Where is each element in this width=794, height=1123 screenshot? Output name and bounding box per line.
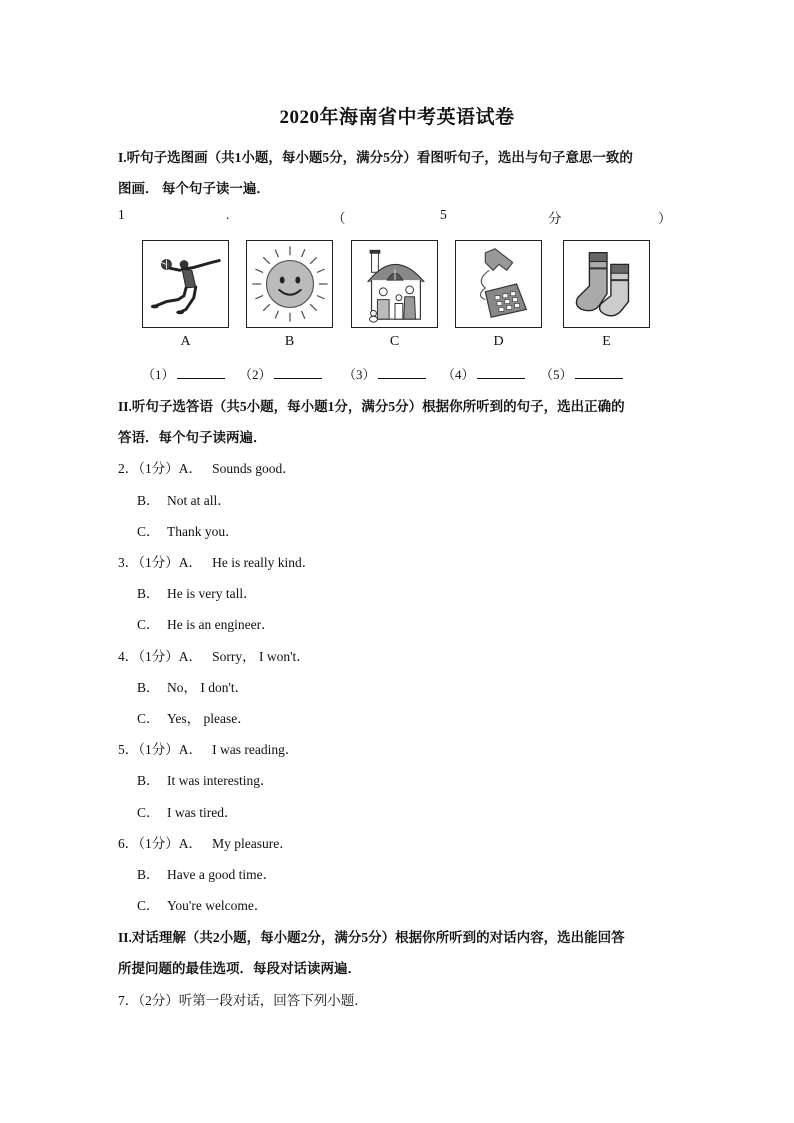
question-6-stem: 6．（1分）A． [118,836,202,851]
answer-blank-1[interactable] [142,364,225,383]
question-5-option-b[interactable] [137,769,273,789]
section3-instruction-line2: 所提问题的最佳选项．每段对话读两遍． [118,961,361,976]
question-4-option-c-text: Yes， please． [167,711,251,726]
question-4-option-b[interactable] [137,676,248,696]
question-4-option-a[interactable] [118,645,310,665]
question-5-option-a-text: I was reading． [212,742,299,757]
question-6-option-c-label: C． [137,898,160,913]
question-4-option-c-label: C． [137,711,160,726]
answer-blank-2[interactable] [239,364,322,383]
answer-blank-5[interactable] [540,364,623,383]
question-6-option-a[interactable] [118,832,293,852]
basketball-player-icon [143,241,228,327]
answer-blank-3-line[interactable] [378,366,426,379]
smiling-sun-icon [247,241,332,327]
question-5-option-c-text: I was tired． [167,805,238,820]
answer-blank-4-label: （4） [442,367,475,382]
question-5-stem: 5．（1分）A． [118,742,202,757]
answer-blank-4-line[interactable] [477,366,525,379]
question-3-option-a-text: He is really kind． [212,555,316,570]
answer-blank-3-label: （3） [343,367,376,382]
question-5-option-b-label: B． [137,773,160,788]
question-1-left-paren: （ [332,211,346,226]
picture-c [351,240,438,328]
question-5-option-b-text: It was interesting． [167,773,274,788]
picture-e-label: E [602,334,611,349]
question-4-stem: 4．（1分）A． [118,649,202,664]
question-1-right-paren: ） [658,211,672,226]
section1-instruction-line2: 图画． 每个句子读一遍． [118,181,270,196]
answer-blank-2-label: （2） [239,367,272,382]
question-2-option-c[interactable] [137,520,239,540]
question-6-option-b[interactable] [137,863,276,883]
socks-icon [564,241,649,327]
picture-a-label: A [180,334,191,349]
picture-e [563,240,650,328]
question-2-option-b[interactable] [137,489,231,509]
question-2-option-a-text: Sounds good． [212,461,296,476]
question-3-option-b-label: B． [137,586,160,601]
question-6-option-b-label: B． [137,867,160,882]
question-6-option-a-text: My pleasure． [212,836,293,851]
question-6-option-c-text: You're welcome． [167,898,268,913]
question-3-stem: 3．（1分）A． [118,555,202,570]
page-title: 2020年海南省中考英语试卷 [279,107,515,128]
question-5-option-c[interactable] [137,801,237,821]
picture-b-label: B [284,334,295,349]
answer-blank-4[interactable] [442,364,525,383]
question-1-score-unit: 分 [548,211,562,226]
picture-d-label: D [493,334,504,349]
question-4-option-b-text: No， I don't． [167,680,249,695]
question-3-option-a[interactable] [118,551,315,571]
question-7-stem: 7．（2分）听第一段对话，回答下列小题． [118,993,368,1008]
question-2-option-b-label: B． [137,493,160,508]
picture-a [142,240,229,328]
question-2-option-c-label: C． [137,524,160,539]
picture-b [246,240,333,328]
question-4-option-b-label: B． [137,680,160,695]
question-1-score: 5 [440,207,447,222]
question-2-option-a[interactable] [118,457,296,477]
telephone-icon [456,241,541,327]
question-1-row [118,207,678,225]
section1-instruction-line1: I.听句子选图画（共1小题，每小题5分，满分5分）看图听句子，选出与句子意思一致的 [118,150,633,165]
question-3-option-c[interactable] [137,613,275,633]
question-3-option-b-text: He is very tall． [167,586,257,601]
question-3-option-c-label: C． [137,617,160,632]
answer-blank-1-line[interactable] [177,366,225,379]
question-3-option-c-text: He is an engineer． [167,617,275,632]
section2-instruction-line1: II.听句子选答语（共5小题，每小题1分，满分5分）根据你所听到的句子，选出正确的 [118,399,625,414]
question-1-number: 1 [118,207,125,222]
question-4-option-a-text: Sorry， I won't． [212,649,310,664]
picture-d [455,240,542,328]
section3-instruction-line1: II.对话理解（共2小题，每小题2分，满分5分）根据你所听到的对话内容，选出能回答 [118,930,625,945]
question-5-option-a[interactable] [118,738,298,758]
answer-blank-3[interactable] [343,364,426,383]
question-2-option-c-text: Thank you． [167,524,239,539]
section2-instruction-line2: 答语．每个句子读两遍． [118,430,267,445]
picture-c-label: C [389,334,400,349]
question-6-option-b-text: Have a good time． [167,867,277,882]
question-1-dot: . [226,207,230,222]
question-6-option-c[interactable] [137,894,267,914]
answer-blank-1-label: （1） [142,367,175,382]
answer-blank-5-line[interactable] [575,366,623,379]
answer-blank-2-line[interactable] [274,366,322,379]
question-4-option-c[interactable] [137,707,251,727]
answer-blank-5-label: （5） [540,367,573,382]
question-2-stem: 2．（1分）A． [118,461,202,476]
question-5-option-c-label: C． [137,805,160,820]
family-house-icon [352,241,437,327]
question-3-option-b[interactable] [137,582,257,602]
question-2-option-b-text: Not at all． [167,493,231,508]
